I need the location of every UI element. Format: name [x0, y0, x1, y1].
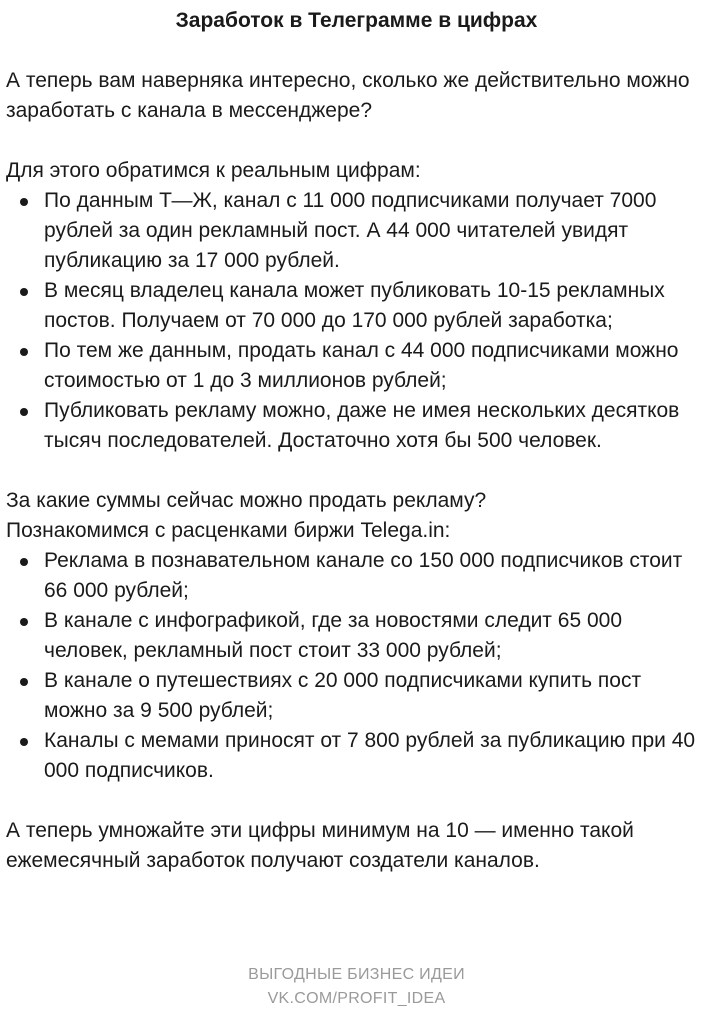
- list-item-text: По тем же данным, продать канал с 44 000 подписчиками можно стоимостью от 1 до 3 миллионов рублей;: [44, 339, 679, 392]
- bullet-icon: [20, 678, 28, 686]
- list-item-text: Публиковать рекламу можно, даже не имея нескольких десятков тысяч последователей. Достаточно хотя бы 500 человек.: [44, 399, 680, 452]
- spacer: [6, 126, 706, 156]
- list-item: [6, 186, 706, 276]
- footer-brand: ВЫГОДНЫЕ БИЗНЕС ИДЕИ: [248, 966, 465, 983]
- list-item-text: В канале о путешествиях с 20 000 подписчиками купить пост можно за 9 500 рублей;: [44, 669, 642, 722]
- section2-lead: Познакомимся с расценками биржи Telega.in:: [6, 519, 451, 542]
- spacer: [6, 786, 706, 816]
- bullet-icon: [20, 558, 28, 566]
- list-item-text: В месяц владелец канала может публиковать 10-15 рекламных постов. Получаем от 70 000 до 170 000 рублей заработка;: [44, 279, 665, 332]
- list-item: [6, 666, 706, 726]
- article-title: Заработок в Телеграмме в цифрах: [175, 9, 538, 32]
- bullet-icon: [20, 408, 28, 416]
- bullet-icon: [20, 348, 28, 356]
- section1-list: [6, 186, 706, 456]
- list-item: [6, 336, 706, 396]
- bullet-icon: [20, 288, 28, 296]
- list-item: [6, 546, 706, 606]
- section2-list: [6, 546, 706, 786]
- footer-link: VK.COM/PROFIT_IDEA: [267, 990, 446, 1007]
- spacer: [6, 456, 706, 486]
- list-item: [6, 396, 706, 456]
- list-item-text: По данным Т—Ж, канал с 11 000 подписчиками получает 7000 рублей за один рекламный пост. А 44 000 читателей увидят публикацию за 17 000 рублей.: [44, 189, 657, 272]
- list-item: [6, 726, 706, 786]
- list-item: [6, 276, 706, 336]
- list-item-text: Каналы с мемами приносят от 7 800 рублей за публикацию при 40 000 подписчиков.: [44, 729, 696, 782]
- bullet-icon: [20, 618, 28, 626]
- section2-question: За какие суммы сейчас можно продать рекламу?: [6, 489, 487, 512]
- bullet-icon: [20, 738, 28, 746]
- section1-lead: Для этого обратимся к реальным цифрам:: [6, 159, 421, 182]
- intro-paragraph: А теперь вам наверняка интересно, сколько же действительно можно заработать с канала в мессенджере?: [6, 69, 690, 122]
- list-item: [6, 606, 706, 666]
- conclusion-paragraph: А теперь умножайте эти цифры минимум на 10 — именно такой ежемесячный заработок получают создатели каналов.: [6, 819, 634, 872]
- list-item-text: В канале с инфографикой, где за новостями следит 65 000 человек, рекламный пост стоит 33 000 рублей;: [44, 609, 622, 662]
- bullet-icon: [20, 198, 28, 206]
- list-item-text: Реклама в познавательном канале со 150 000 подписчиков стоит 66 000 рублей;: [44, 549, 683, 602]
- article-body: [6, 66, 706, 876]
